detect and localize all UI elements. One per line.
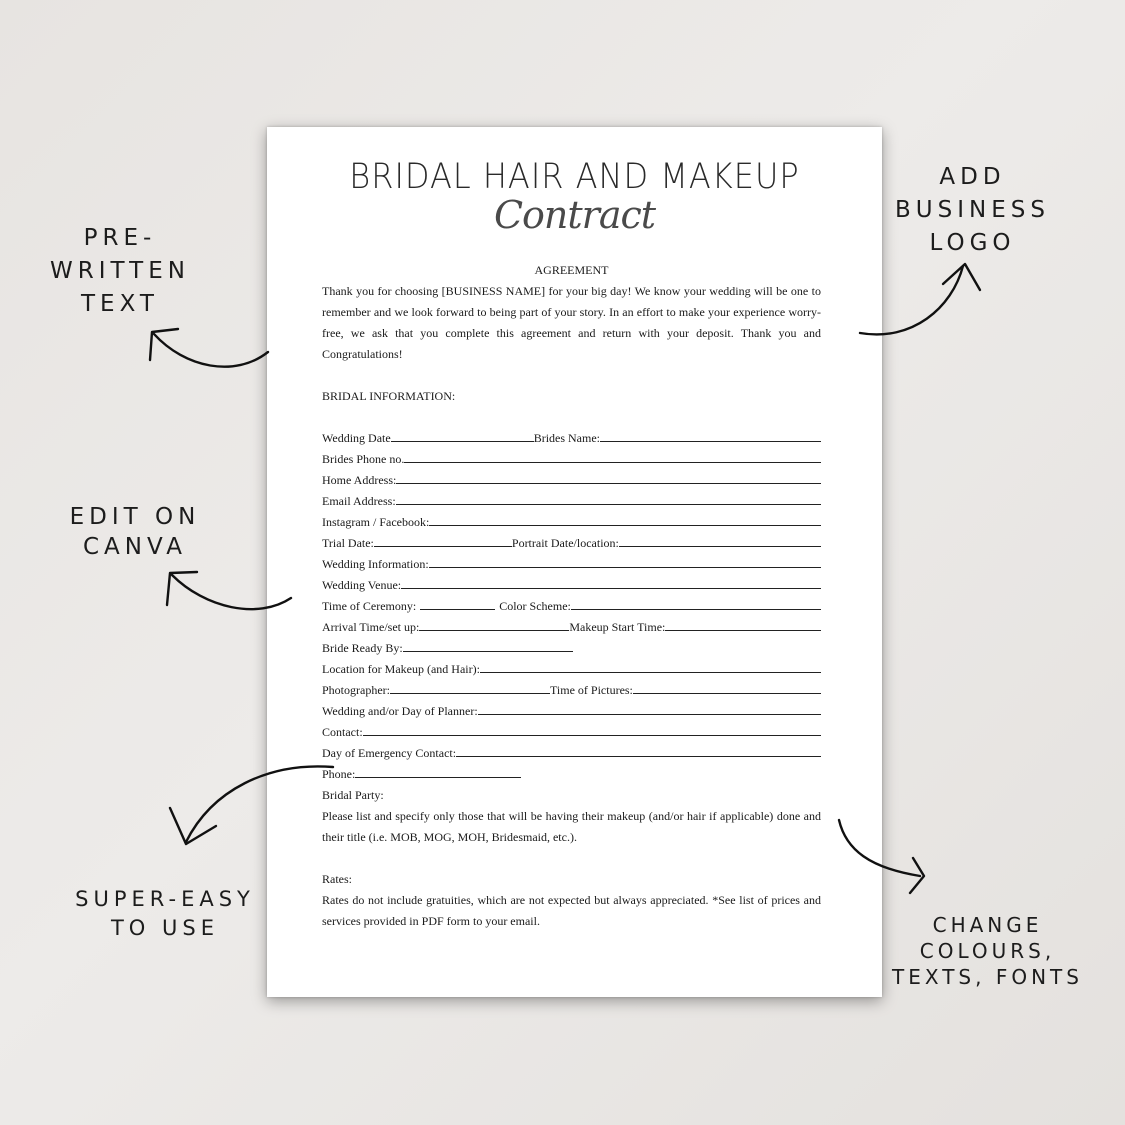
- instagram-label: Instagram / Facebook:: [322, 515, 430, 529]
- makeup-start-label: Makeup Start Time:: [569, 620, 666, 634]
- bride-ready-label: Bride Ready By:: [322, 641, 403, 655]
- rates-note: Rates do not include gratuities, which are not expected but always appreciated. *See list of prices and services provided in PDF form to your email.: [322, 893, 821, 928]
- portrait-label: Portrait Date/location:: [511, 536, 619, 550]
- callout-line: COLOURS,: [919, 939, 1056, 963]
- home-address-label: Home Address:: [322, 473, 397, 487]
- callout-line: CHANGE: [932, 913, 1043, 937]
- callout-line: EDIT ON: [69, 504, 201, 530]
- callout-line: CANVA: [83, 534, 187, 560]
- brides-name-label: Brides Name:: [533, 431, 601, 445]
- wedding-info-label: Wedding Information:: [322, 557, 429, 571]
- document-subtitle: Contract: [493, 193, 656, 237]
- arrow-logo: [860, 264, 980, 334]
- agreement-heading: AGREEMENT: [534, 263, 609, 277]
- arrival-time-label: Arrival Time/set up:: [322, 620, 420, 634]
- document-title: BRIDAL HAIR AND MAKEUP: [349, 155, 800, 197]
- bridal-info-heading: BRIDAL INFORMATION:: [322, 389, 456, 403]
- bridal-party-label: Bridal Party:: [322, 788, 384, 802]
- callout-line: WRITTEN: [50, 258, 190, 284]
- bridal-party-note: Please list and specify only those that will be having their makeup (and/or hair if applicable) done and their title (i.e. MOB, MOG, MOH, Bridesmaid, etc.).: [322, 809, 821, 844]
- wedding-venue-label: Wedding Venue:: [322, 578, 402, 592]
- arrow-prewritten: [150, 329, 268, 367]
- planner-label: Wedding and/or Day of Planner:: [322, 704, 478, 718]
- makeup-location-label: Location for Makeup (and Hair):: [322, 662, 480, 676]
- email-address-label: Email Address:: [322, 494, 396, 508]
- callout-line: LOGO: [929, 230, 1016, 256]
- contact-label: Contact:: [322, 725, 363, 739]
- phone-label: Phone:: [322, 767, 356, 781]
- trial-date-label: Trial Date:: [322, 536, 374, 550]
- callout-line: TO USE: [110, 916, 219, 940]
- arrow-edit: [167, 572, 291, 609]
- callout-line: TEXT: [81, 291, 159, 317]
- wedding-date-label: Wedding Date: [322, 431, 391, 445]
- ceremony-time-label: Time of Ceremony:: [322, 599, 417, 613]
- brides-phone-label: Brides Phone no.: [322, 452, 405, 466]
- arrow-easy: [170, 766, 333, 844]
- callout-line: TEXTS, FONTS: [892, 965, 1083, 989]
- pictures-time-label: Time of Pictures:: [550, 683, 633, 697]
- emergency-contact-label: Day of Emergency Contact:: [322, 746, 457, 760]
- callout-line: ADD: [939, 164, 1006, 190]
- callout-line: PRE-: [83, 225, 157, 251]
- callout-line: SUPER-EASY: [75, 887, 255, 911]
- arrow-change: [839, 820, 924, 893]
- intro-paragraph: Thank you for choosing [BUSINESS NAME] for your big day! We know your wedding will be one to remember and we look forward to being part of your story. In an effort to make your experience worry-free, we ask that you complete this agreement and return with your deposit. Thank you and Congratulations!: [322, 284, 821, 361]
- rates-heading: Rates:: [322, 872, 352, 886]
- callout-line: BUSINESS: [895, 197, 1050, 223]
- color-scheme-label: Color Scheme:: [499, 599, 571, 613]
- photographer-label: Photographer:: [322, 683, 390, 697]
